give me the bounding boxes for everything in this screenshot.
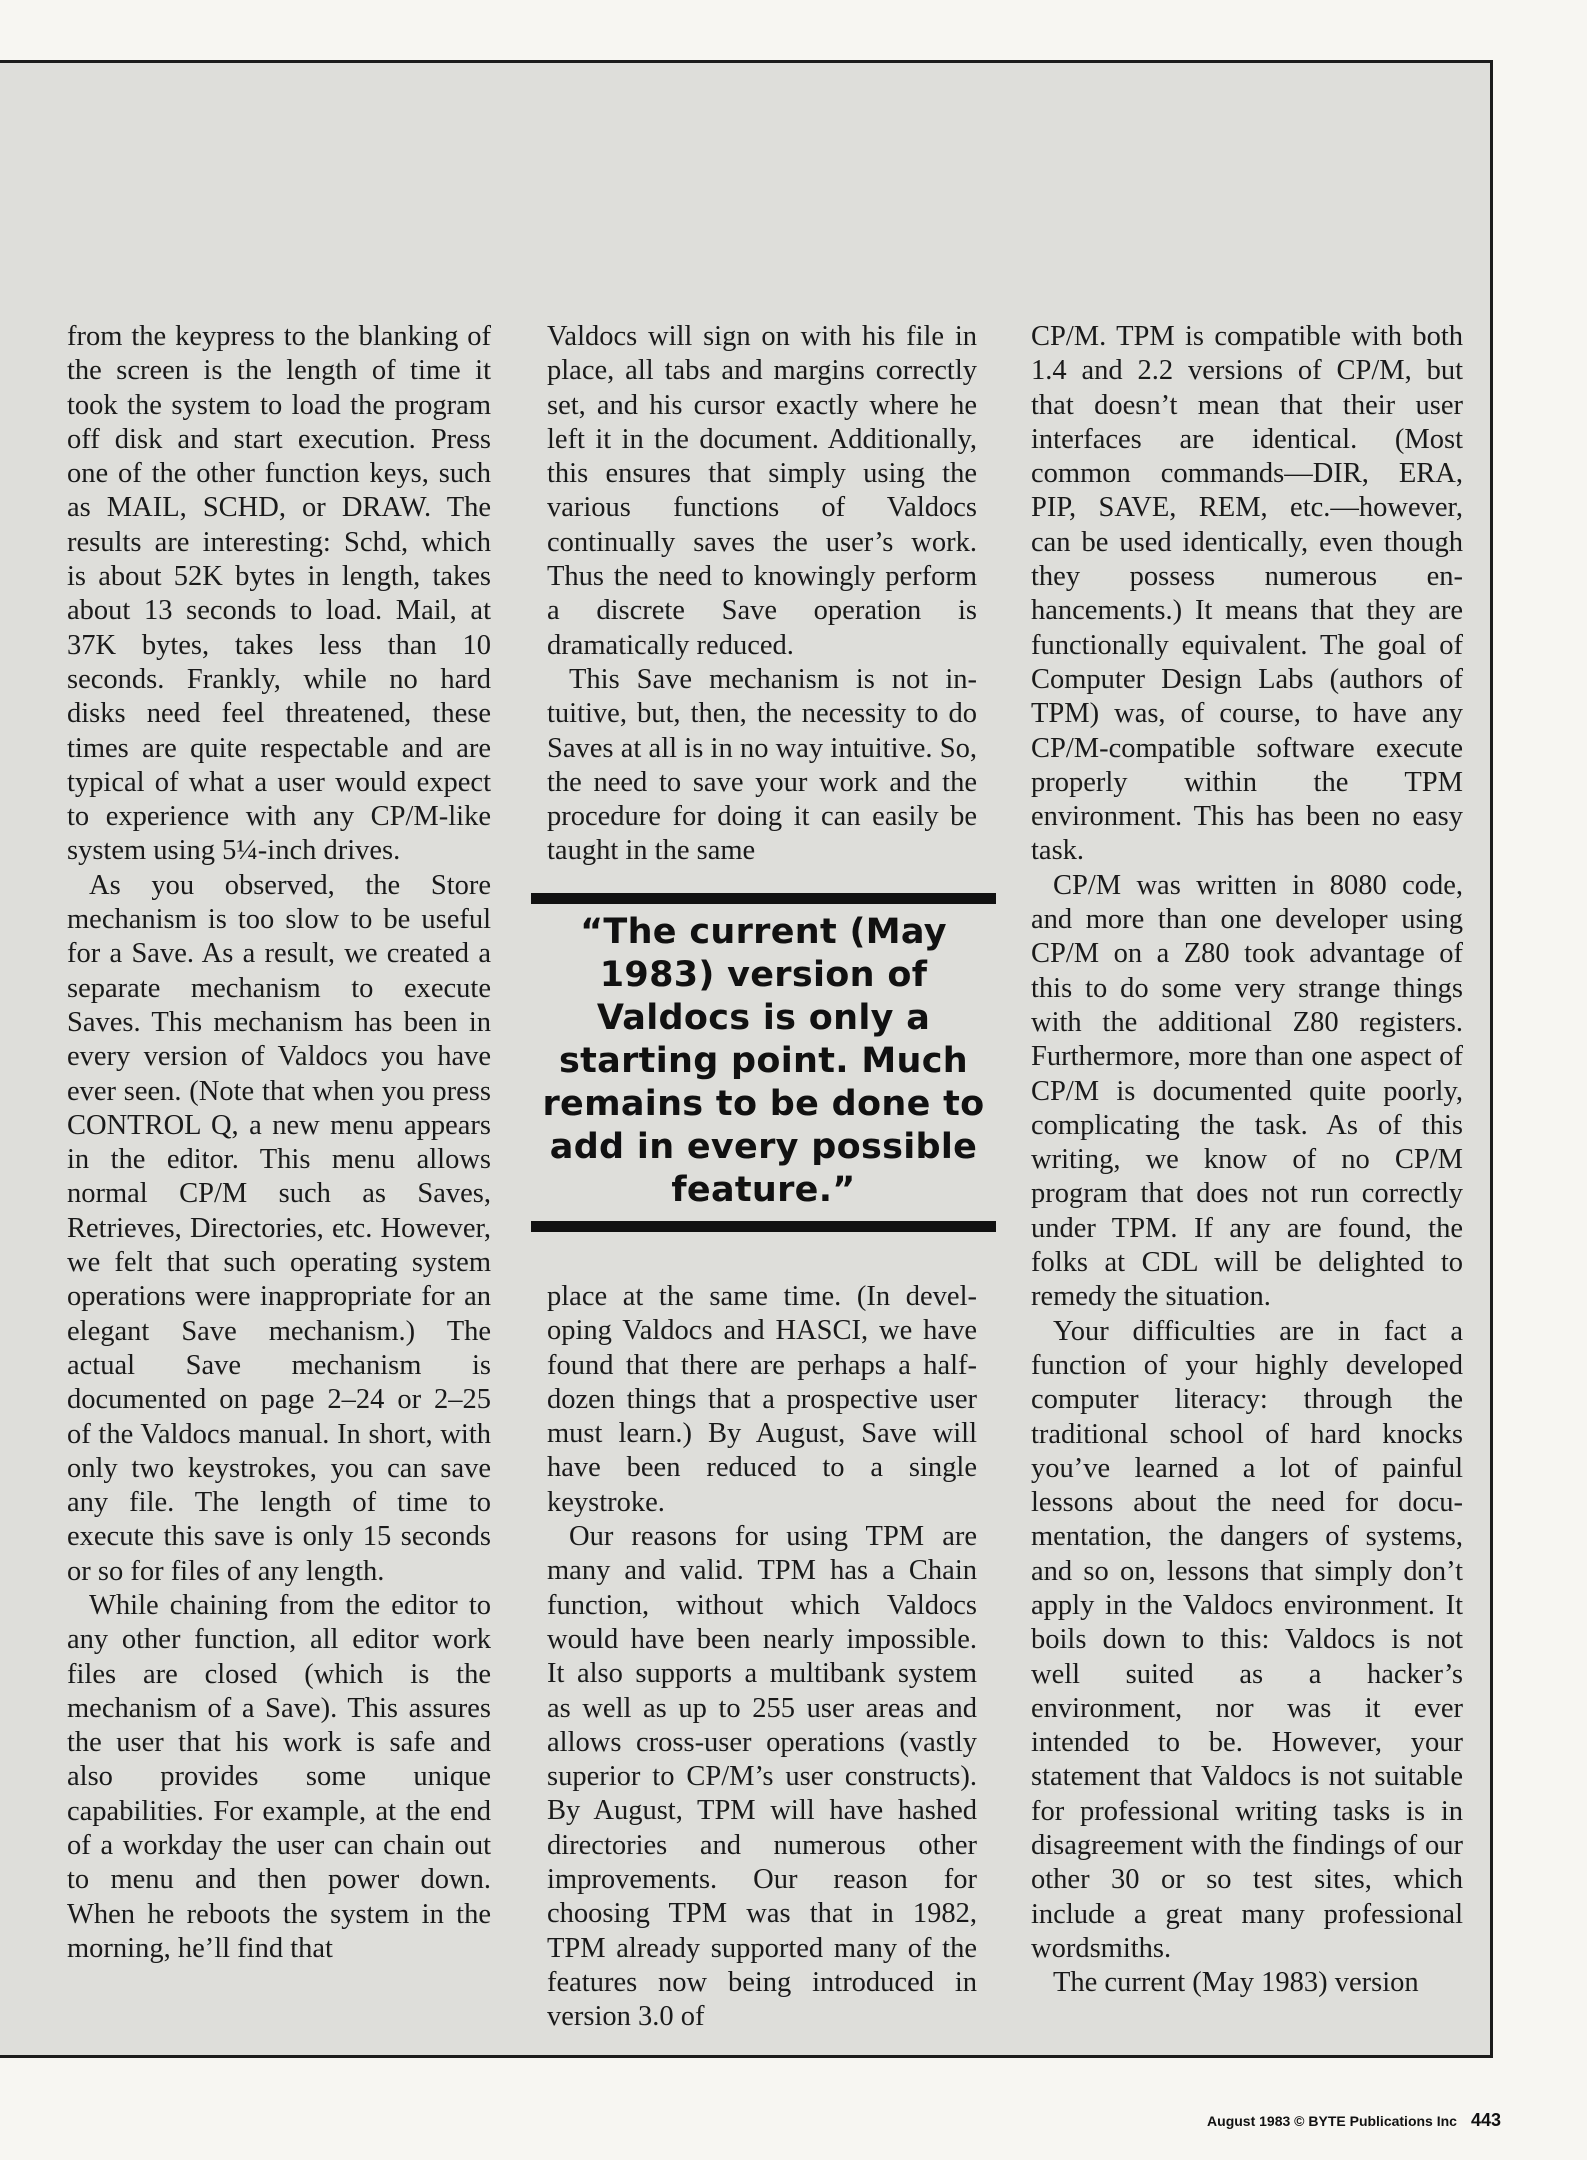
paragraph: Your difficulties are in fact a function of your highly developed computer literacy: through the traditional school of hard knocks you’ve learned a lot of painful lessons about the need for documentation, the dangers of systems, and so on, lessons that simply don’t apply in the Valdocs environment. It boils down to this: Valdocs is not well suited as a hacker’s environment, nor was it ever intended to be. However, your statement that Valdocs is not suitable for professional writing tasks is in disagreement with the findings of our other 30 or so test sites, which include a great many professional wordsmiths.: [1031, 1315, 1463, 1964]
article-column-2-top: [547, 320, 977, 869]
paragraph: CP/M. TPM is compatible with both 1.4 and 2.2 versions of CP/M, but that doesn’t mean that their user interfaces are identical. (Most common commands—DIR, ERA, PIP, SAVE, REM, etc.—however, can be used identically, even though they possess numerous enhancements.) It means that they are functionally equivalent. The goal of Computer Design Labs (authors of TPM) was, of course, to have any CP/M-compatible software execute properly within the TPM environment. This has been no easy task.: [1031, 321, 1463, 867]
pull-quote-top-rule: [531, 893, 996, 904]
paragraph: As you observed, the Store mechanism is too slow to be useful for a Save. As a result, we created a separate mechanism to execute Saves. This mechanism has been in every version of Valdocs you have ever seen. (Note that when you press CONTROL Q, a new menu appears in the editor. This menu allows normal CP/M such as Saves, Retrieves, Directories, etc. However, we felt that such operating system operations were inappropriate for an elegant Save mechanism.) The actual Save mechanism is documented on page 2–24 or 2–25 of the Valdocs manual. In short, with only two keystrokes, you can save any file. The length of time to execute this save is only 15 seconds or so for files of any length.: [67, 869, 491, 1587]
paragraph: The current (May 1983) version: [1053, 1967, 1419, 1999]
paragraph: from the keypress to the blanking of the screen is the length of time it took the system to load the program off disk and start execution. Press one of the other function keys, such as MAIL, SCHD, or DRAW. The results are interesting: Schd, which is about 52K bytes in length, takes about 13 seconds to load. Mail, at 37K bytes, takes less than 10 seconds. Frankly, while no hard disks need feel threatened, these times are quite respectable and are typical of what a user would expect to experience with any CP/M-like system using 5¼-inch drives.: [67, 321, 491, 867]
pull-quote-bottom-rule: [531, 1221, 996, 1232]
paragraph: This Save mechanism is not intuitive, but, then, the necessity to do Saves at all is in no way intuitive. So, the need to save your work and the procedure for doing it can easily be taught in the same: [547, 663, 977, 867]
paragraph: Our reasons for using TPM are many and valid. TPM has a Chain function, without which Valdocs would have been nearly impossible. It also supports a multibank system as well as up to 255 user areas and allows cross-user operations (vastly superior to CP/M’s user constructs). By August, TPM will have hashed directories and numerous other improvements. Our reason for choosing TPM was that in 1982, TPM already supported many of the features now being introduced in version 3.0 of: [547, 1521, 977, 2033]
footer-credit: August 1983 © BYTE Publications Inc: [1207, 2113, 1457, 2129]
article-column-3: [1031, 320, 1463, 2001]
paragraph: Valdocs will sign on with his file in place, all tabs and margins correctly set, and his cursor exactly where he left it in the document. Additionally, this ensures that simply using the various functions of Valdocs continually saves the user’s work. Thus the need to knowingly perform a discrete Save operation is dramatically reduced.: [547, 321, 977, 661]
pull-quote: [531, 893, 996, 1232]
paragraph: CP/M was written in 8080 code, and more than one developer using CP/M on a Z80 took advantage of this to do some very strange things with the additional Z80 registers. Furthermore, more than one aspect of CP/M is documented quite poorly, complicating the task. As of this writing, we know of no CP/M program that does not run correctly under TPM. If any are found, the folks at CDL will be delighted to remedy the situation.: [1031, 869, 1463, 1313]
article-column-1: [67, 320, 491, 1966]
paragraph: While chaining from the editor to any other function, all editor work files are closed (which is the mechanism of a Save). This assures the user that his work is safe and also provides some unique capabilities. For example, at the end of a workday the user can chain out to menu and then power down. When he reboots the system in the morning, he’ll find that: [67, 1589, 491, 1964]
article-column-2-bottom: [547, 1280, 977, 2035]
page-number: 443: [1470, 2110, 1501, 2130]
pull-quote-text: “The current (May 1983) version of Valdocs is only a starting point. Much remains to be done to add in every possible feature.”: [542, 912, 985, 1210]
paragraph: place at the same time. (In developing Valdocs and HASCI, we have found that there are perhaps a half-dozen things that a prospective user must learn.) By August, Save will have been reduced to a single keystroke.: [547, 1281, 977, 1518]
page-footer: [1207, 2110, 1501, 2131]
